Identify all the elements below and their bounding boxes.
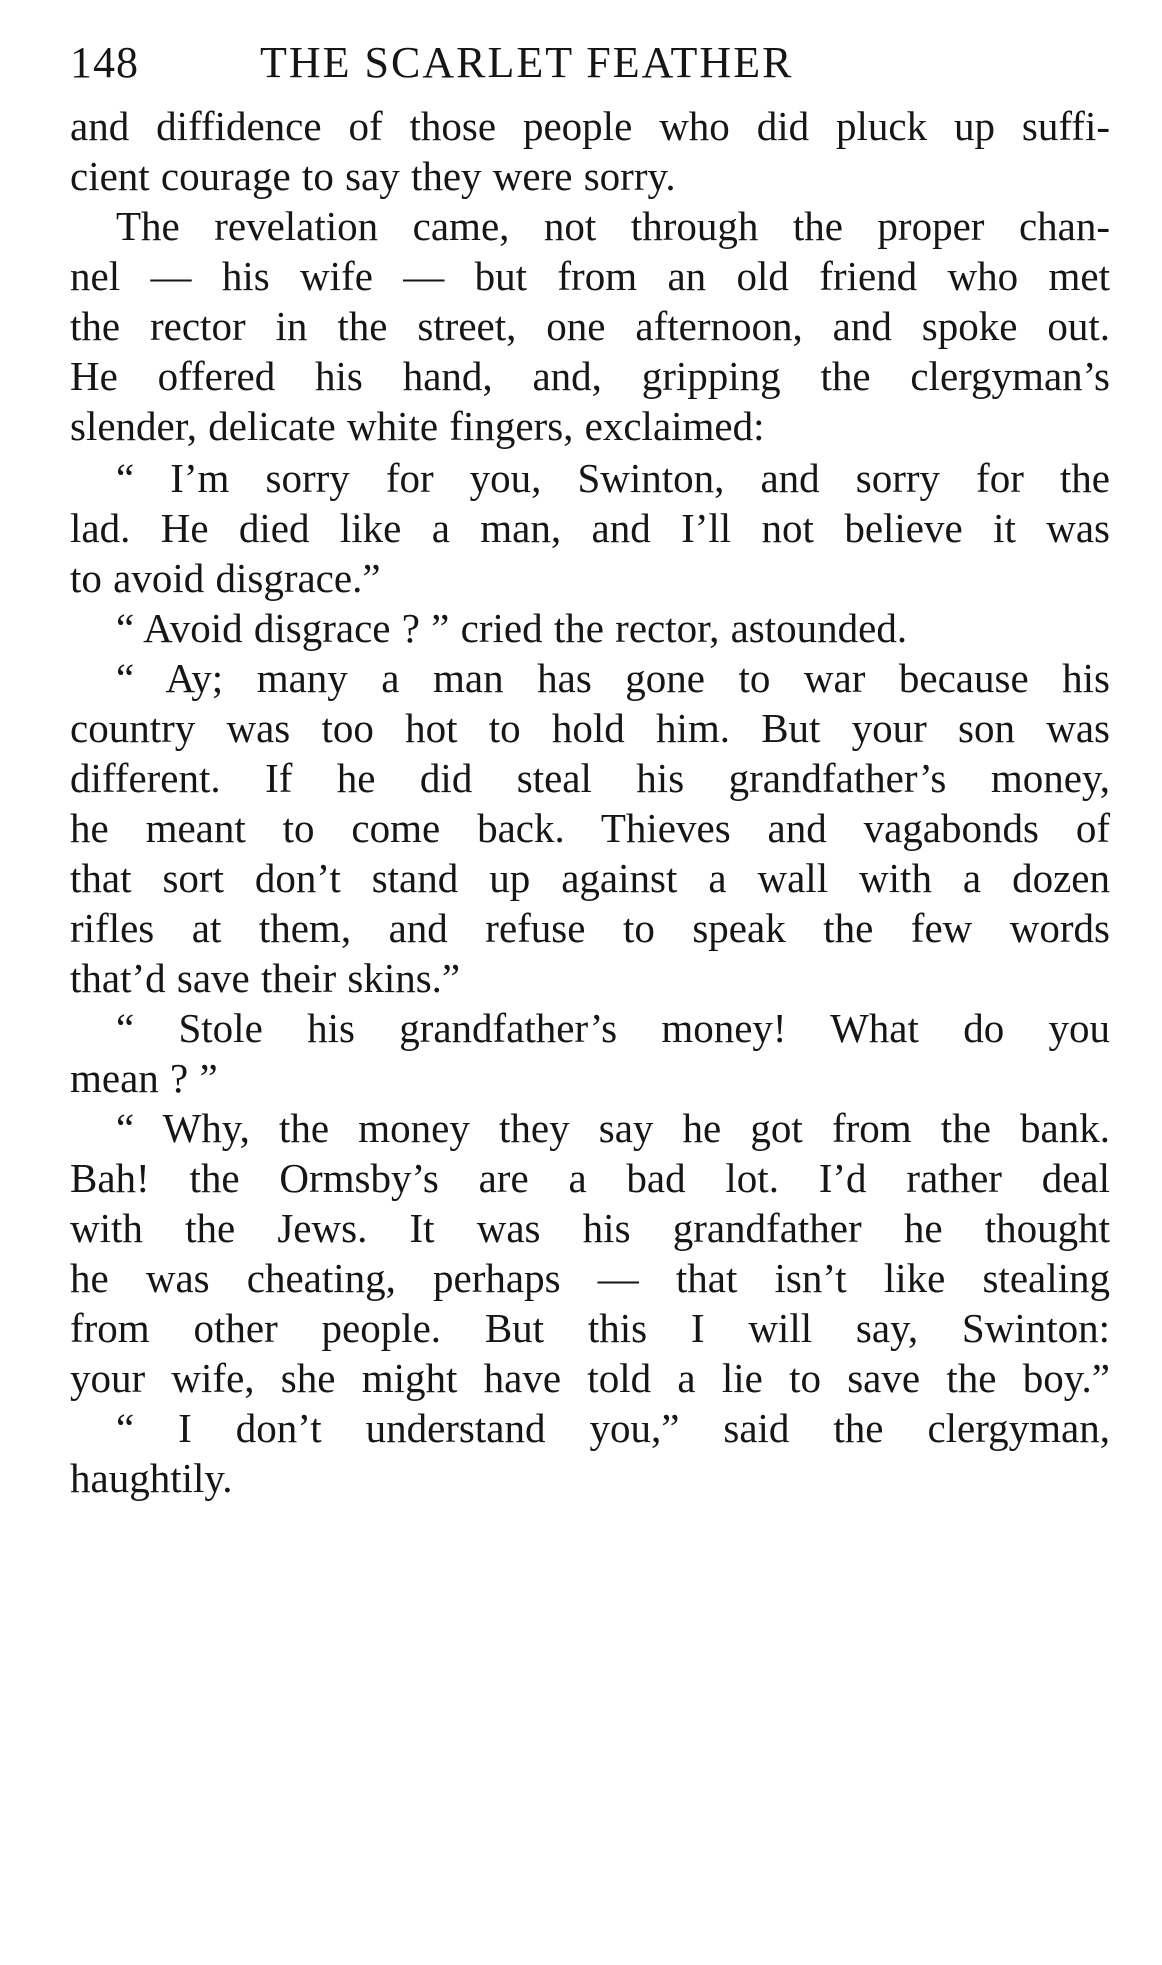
text-line: He offered his hand, and, gripping the clergyman’s — [70, 353, 1110, 399]
text-line: he meant to come back. Thieves and vagabonds of — [70, 805, 1110, 851]
text-line: cient courage to say they were sorry. — [70, 153, 676, 199]
text-line: country was too hot to hold him. But your son was — [70, 705, 1110, 751]
text-line: “ Stole his grandfather’s money! What do you — [116, 1005, 1110, 1051]
text-line: Bah! the Ormsby’s are a bad lot. I’d rather deal — [70, 1155, 1110, 1201]
text-line: your wife, she might have told a lie to save the boy.” — [70, 1355, 1110, 1401]
text-line: he was cheating, perhaps — that isn’t like stealing — [70, 1255, 1110, 1301]
text-line: The revelation came, not through the proper chan- — [116, 203, 1110, 249]
text-line: lad. He died like a man, and I’ll not believe it was — [70, 505, 1110, 551]
text-line: different. If he did steal his grandfather’s money, — [70, 755, 1110, 801]
text-line: that sort don’t stand up against a wall with a dozen — [70, 855, 1110, 901]
text-line: “ Why, the money they say he got from the bank. — [116, 1105, 1110, 1151]
text-line: that’d save their skins.” — [70, 955, 461, 1001]
text-line: the rector in the street, one afternoon, and spoke out. — [70, 303, 1110, 349]
text-line: rifles at them, and refuse to speak the few words — [70, 905, 1110, 951]
text-line: and diffidence of those people who did pluck up suffi- — [70, 103, 1110, 149]
text-line: mean ? ” — [70, 1055, 218, 1101]
text-line: nel — his wife — but from an old friend who met — [70, 253, 1110, 299]
text-line: from other people. But this I will say, Swinton: — [70, 1305, 1110, 1351]
page-number: 148 — [70, 38, 139, 87]
text-line: “ Avoid disgrace ? ” cried the rector, astounded. — [116, 605, 908, 651]
text-line: with the Jews. It was his grandfather he thought — [70, 1205, 1110, 1251]
text-line: slender, delicate white fingers, exclaimed: — [70, 403, 765, 449]
text-line: “ I don’t understand you,” said the clergyman, — [116, 1405, 1110, 1451]
text-line: to avoid disgrace.” — [70, 555, 381, 601]
text-line: haughtily. — [70, 1455, 233, 1501]
running-title: THE SCARLET FEATHER — [260, 38, 794, 87]
text-line: “ I’m sorry for you, Swinton, and sorry for the — [116, 455, 1110, 501]
text-line: “ Ay; many a man has gone to war because his — [116, 655, 1110, 701]
running-head — [70, 28, 1110, 98]
